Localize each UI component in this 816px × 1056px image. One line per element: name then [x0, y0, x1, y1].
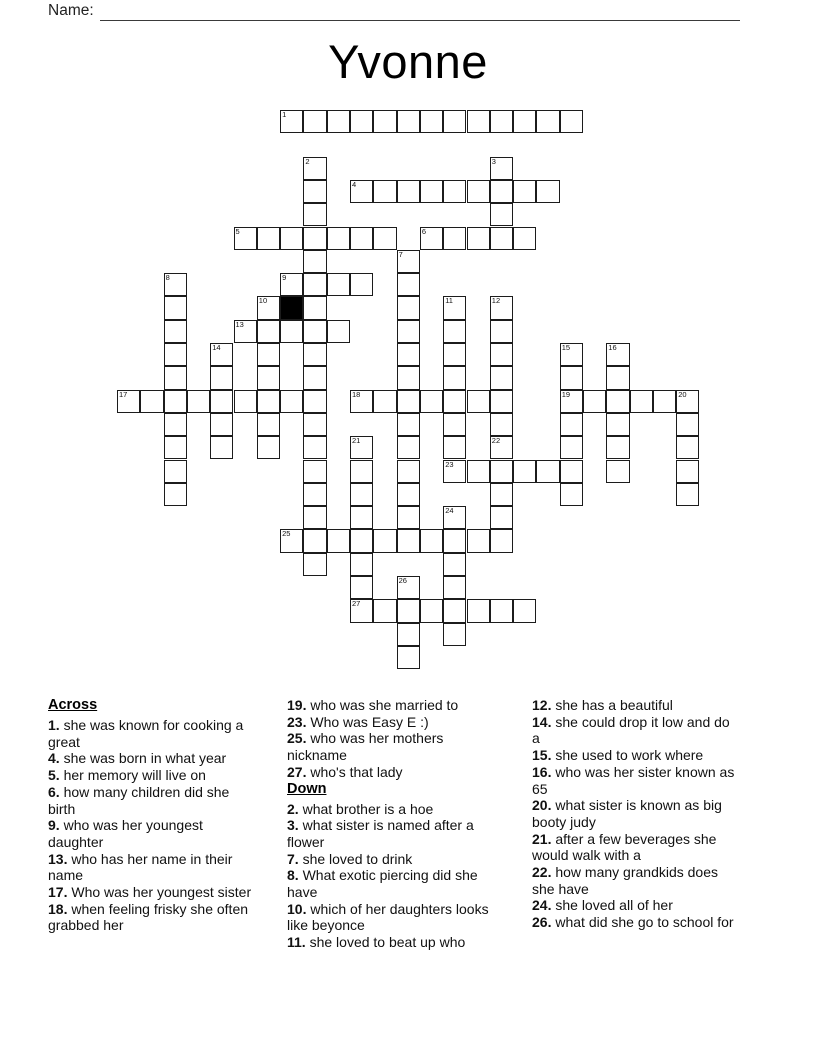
clue-number: 24.	[532, 897, 556, 914]
grid-cell[interactable]	[350, 273, 373, 296]
grid-cell[interactable]	[373, 180, 396, 203]
grid-cell[interactable]	[606, 343, 629, 366]
grid-cell[interactable]	[397, 599, 420, 622]
grid-cell[interactable]	[443, 576, 466, 599]
grid-cell[interactable]	[210, 390, 233, 413]
grid-cell[interactable]	[187, 390, 210, 413]
grid-cell[interactable]	[443, 390, 466, 413]
cell-number: 16	[608, 343, 617, 352]
grid-cell[interactable]	[513, 180, 536, 203]
grid-cell[interactable]	[583, 390, 606, 413]
grid-cell[interactable]	[303, 483, 326, 506]
grid-cell[interactable]	[257, 320, 280, 343]
cell-number: 11	[445, 296, 453, 306]
clue-item: 23. Who was Easy E :)	[287, 713, 429, 730]
clue-number: 22.	[532, 864, 556, 881]
grid-cell[interactable]	[397, 296, 420, 319]
grid-cell[interactable]	[303, 366, 326, 389]
grid-cell[interactable]	[327, 529, 350, 552]
grid-cell[interactable]	[164, 296, 187, 319]
grid-cell[interactable]	[560, 436, 583, 459]
grid-cell[interactable]	[490, 506, 513, 529]
grid-cell[interactable]	[373, 227, 396, 250]
clue-item: 24. she loved all of her	[532, 897, 673, 914]
clue-number: 2.	[287, 800, 303, 817]
grid-cell[interactable]	[350, 576, 373, 599]
grid-cell[interactable]	[443, 296, 466, 319]
grid-cell[interactable]	[653, 390, 676, 413]
grid-cell[interactable]	[397, 180, 420, 203]
cell-number: 2	[305, 156, 310, 166]
clue-number: 19.	[287, 697, 311, 713]
grid-cell[interactable]	[397, 529, 420, 552]
grid-cell[interactable]	[536, 180, 559, 203]
grid-cell[interactable]	[257, 343, 280, 366]
clue-item: 25. who was her mothers nickname	[287, 730, 444, 764]
grid-cell[interactable]	[560, 343, 583, 366]
grid-cell[interactable]	[443, 436, 466, 459]
grid-cell[interactable]	[373, 110, 396, 133]
clue-item: 26. what did she go to school for	[532, 914, 734, 931]
grid-cell[interactable]	[490, 157, 513, 180]
clue-item: 22. how many grandkids does she have	[532, 864, 719, 897]
grid-cell[interactable]	[676, 460, 699, 483]
grid-cell[interactable]	[280, 273, 303, 296]
clue-item: 9. who was her youngest daughter	[48, 817, 203, 850]
grid-cell[interactable]	[560, 366, 583, 389]
clue-item: 5. her memory will live on	[48, 767, 206, 784]
clue-number: 11.	[287, 934, 310, 951]
grid-cell[interactable]	[350, 180, 373, 203]
clue-item: 2. what brother is a hoe	[287, 800, 434, 817]
grid-cell[interactable]	[443, 366, 466, 389]
clue-number: 9.	[48, 817, 64, 834]
grid-cell[interactable]	[490, 436, 513, 459]
clue-item: 12. she has a beautiful	[532, 697, 673, 713]
grid-cell[interactable]	[350, 110, 373, 133]
grid-cell[interactable]	[234, 227, 257, 250]
grid-cell[interactable]	[397, 483, 420, 506]
cell-number: 9	[282, 273, 287, 283]
grid-cell[interactable]	[443, 623, 466, 646]
clue-number: 7.	[287, 850, 303, 867]
grid-cell[interactable]	[117, 390, 140, 413]
grid-cell[interactable]	[373, 599, 396, 622]
grid-cell[interactable]	[327, 273, 350, 296]
clue-number: 15.	[532, 747, 556, 764]
grid-cell[interactable]	[397, 250, 420, 273]
grid-cell[interactable]	[490, 110, 513, 133]
clue-column-1	[48, 697, 253, 934]
grid-cell[interactable]	[467, 390, 490, 413]
clue-number: 6.	[48, 783, 64, 800]
cell-number: 18	[352, 389, 361, 399]
grid-cell[interactable]	[303, 460, 326, 483]
clue-item: 4. she was born in what year	[48, 750, 227, 767]
grid-cell[interactable]	[164, 460, 187, 483]
grid-cell[interactable]	[350, 529, 373, 552]
clue-number: 4.	[48, 750, 64, 767]
grid-cell[interactable]	[560, 460, 583, 483]
clue-item: 6. how many children did she birth	[48, 783, 230, 817]
grid-cell[interactable]	[397, 110, 420, 133]
grid-cell[interactable]	[164, 436, 187, 459]
clue-item: 11. she loved to beat up who	[287, 934, 466, 951]
grid-cell[interactable]	[210, 436, 233, 459]
clue-number: 18.	[48, 900, 72, 917]
cell-number: 8	[165, 273, 170, 283]
grid-cell[interactable]	[303, 273, 326, 296]
clue-number: 26.	[532, 914, 556, 931]
clue-item: 27. who's that lady	[287, 763, 403, 780]
grid-cell[interactable]	[140, 390, 163, 413]
grid-cell[interactable]	[490, 320, 513, 343]
grid-cell[interactable]	[490, 413, 513, 436]
grid-cell[interactable]	[397, 436, 420, 459]
cell-number: 12	[491, 296, 501, 306]
grid-cell[interactable]	[350, 227, 373, 250]
grid-cell[interactable]	[303, 203, 326, 226]
grid-cell[interactable]	[490, 180, 513, 203]
clue-item: 8. What exotic piercing did she have	[287, 867, 478, 901]
grid-cell[interactable]	[164, 390, 187, 413]
clue-number: 20.	[532, 797, 556, 814]
cell-number: 13	[235, 319, 244, 329]
clue-number: 25.	[287, 730, 311, 747]
grid-cell[interactable]	[630, 390, 653, 413]
cell-number: 10	[258, 296, 268, 306]
grid-cell[interactable]	[257, 227, 280, 250]
grid-cell[interactable]	[397, 390, 420, 413]
grid-cell[interactable]	[373, 529, 396, 552]
grid-cell[interactable]	[350, 390, 373, 413]
grid-cell[interactable]	[606, 366, 629, 389]
grid-cell[interactable]	[350, 483, 373, 506]
grid-cell[interactable]	[420, 390, 443, 413]
clue-item: 17. Who was her youngest sister	[48, 884, 252, 901]
clue-number: 23.	[287, 713, 311, 730]
grid-cell[interactable]	[443, 460, 466, 483]
clue-column-2	[287, 697, 495, 951]
grid-cell[interactable]	[210, 366, 233, 389]
grid-cell[interactable]	[443, 413, 466, 436]
grid-cell[interactable]	[350, 599, 373, 622]
cell-number: 17	[119, 389, 128, 399]
clue-number: 3.	[287, 817, 303, 834]
grid-cell[interactable]	[397, 413, 420, 436]
grid-cell[interactable]	[490, 203, 513, 226]
grid-cell[interactable]	[164, 343, 187, 366]
clue-item: 13. who has her name in their name	[48, 850, 233, 884]
clue-item: 19. who was she married to	[287, 697, 459, 713]
clue-item: 18. when feeling frisky she often grabbed her	[48, 900, 249, 934]
grid-cell[interactable]	[164, 413, 187, 436]
clue-number: 12.	[532, 697, 556, 713]
grid-cell[interactable]	[397, 366, 420, 389]
grid-cell[interactable]	[164, 273, 187, 296]
grid-cell[interactable]	[303, 343, 326, 366]
grid-cell[interactable]	[490, 366, 513, 389]
grid-cell[interactable]	[676, 413, 699, 436]
grid-cell[interactable]	[327, 320, 350, 343]
cell-number: 27	[352, 599, 361, 609]
grid-cell[interactable]	[560, 390, 583, 413]
clue-number: 21.	[532, 830, 556, 847]
grid-cell[interactable]	[303, 110, 326, 133]
grid-cell[interactable]	[513, 227, 536, 250]
grid-cell[interactable]	[210, 343, 233, 366]
grid-cell[interactable]	[303, 529, 326, 552]
grid-cell[interactable]	[560, 483, 583, 506]
grid-cell[interactable]	[210, 413, 233, 436]
cell-number: 20	[678, 389, 687, 399]
cell-number: 1	[282, 110, 287, 119]
grid-cell[interactable]	[280, 529, 303, 552]
cell-number: 23	[445, 459, 454, 469]
grid-cell[interactable]	[303, 180, 326, 203]
grid-cell[interactable]	[373, 390, 396, 413]
grid-cell[interactable]	[560, 110, 583, 133]
grid-cell[interactable]	[420, 180, 443, 203]
clue-number: 1.	[48, 717, 64, 733]
grid-cell[interactable]	[467, 180, 490, 203]
grid-cell[interactable]	[606, 390, 629, 413]
grid-cell[interactable]	[467, 227, 490, 250]
grid-cell[interactable]	[303, 413, 326, 436]
grid-cell[interactable]	[513, 460, 536, 483]
clue-item: 21. after a few beverages she would walk with a	[532, 830, 717, 864]
grid-cell[interactable]	[303, 436, 326, 459]
grid-cell[interactable]	[303, 227, 326, 250]
grid-cell[interactable]	[513, 599, 536, 622]
grid-cell[interactable]	[420, 599, 443, 622]
puzzle-title: Yvonne	[328, 35, 488, 88]
clue-item: 14. she could drop it low and do a	[532, 713, 730, 747]
clue-item: 20. what sister is known as big booty judy	[532, 797, 722, 830]
grid-cell[interactable]	[280, 110, 303, 133]
grid-cell[interactable]	[397, 623, 420, 646]
grid-cell[interactable]	[443, 529, 466, 552]
grid-cell[interactable]	[467, 599, 490, 622]
grid-cell[interactable]	[280, 227, 303, 250]
grid-cell[interactable]	[420, 227, 443, 250]
cell-number: 26	[398, 576, 407, 585]
clue-number: 14.	[532, 713, 556, 730]
grid-cell[interactable]	[443, 343, 466, 366]
grid-cell[interactable]	[443, 227, 466, 250]
grid-cell[interactable]	[490, 390, 513, 413]
grid-cell[interactable]	[303, 157, 326, 180]
clue-number: 8.	[287, 867, 303, 884]
grid-cell[interactable]	[303, 506, 326, 529]
clue-item: 15. she used to work where	[532, 747, 704, 764]
grid-cell[interactable]	[560, 413, 583, 436]
grid-cell[interactable]	[536, 460, 559, 483]
blocked-cell	[280, 296, 303, 319]
grid-cell[interactable]	[420, 529, 443, 552]
clue-item: 7. she loved to drink	[287, 850, 413, 867]
grid-cell[interactable]	[676, 483, 699, 506]
grid-cell[interactable]	[257, 366, 280, 389]
grid-cell[interactable]	[164, 320, 187, 343]
grid-cell[interactable]	[397, 646, 420, 669]
cell-number: 25	[282, 529, 291, 539]
cell-number: 22	[491, 436, 501, 446]
grid-cell[interactable]	[443, 180, 466, 203]
grid-cell[interactable]	[257, 390, 280, 413]
grid-cell[interactable]	[303, 250, 326, 273]
grid-cell[interactable]	[350, 460, 373, 483]
grid-cell[interactable]	[443, 506, 466, 529]
grid-cell[interactable]	[257, 413, 280, 436]
clue-item: 3. what sister is named after a flower	[287, 817, 474, 850]
grid-cell[interactable]	[350, 506, 373, 529]
grid-cell[interactable]	[397, 273, 420, 296]
grid-cell[interactable]	[443, 110, 466, 133]
grid-cell[interactable]	[467, 110, 490, 133]
grid-cell[interactable]	[397, 576, 420, 599]
cell-number: 7	[398, 249, 403, 259]
grid-cell[interactable]	[350, 436, 373, 459]
clue-number: 17.	[48, 884, 72, 901]
name-row	[48, 2, 768, 24]
grid-cell[interactable]	[350, 553, 373, 576]
grid-cell[interactable]	[490, 343, 513, 366]
clue-column-3	[532, 697, 740, 931]
grid-cell[interactable]	[303, 390, 326, 413]
grid-cell[interactable]	[164, 483, 187, 506]
cell-number: 14	[212, 343, 221, 352]
grid-cell[interactable]	[327, 110, 350, 133]
grid-cell[interactable]	[676, 390, 699, 413]
grid-cell[interactable]	[443, 553, 466, 576]
grid-cell[interactable]	[490, 296, 513, 319]
clue-number: 27.	[287, 763, 311, 780]
grid-cell[interactable]	[443, 320, 466, 343]
grid-cell[interactable]	[606, 436, 629, 459]
cell-number: 6	[421, 226, 427, 236]
grid-cell[interactable]	[606, 413, 629, 436]
grid-cell[interactable]	[234, 320, 257, 343]
cell-number: 15	[561, 343, 571, 352]
grid-cell[interactable]	[490, 483, 513, 506]
grid-cell[interactable]	[397, 460, 420, 483]
clue-number: 13.	[48, 850, 72, 867]
grid-cell[interactable]	[327, 227, 350, 250]
name-input-line[interactable]	[100, 2, 740, 21]
grid-cell[interactable]	[490, 460, 513, 483]
name-label: Name:	[48, 2, 94, 19]
grid-cell[interactable]	[397, 320, 420, 343]
cell-number: 19	[561, 389, 571, 399]
grid-cell[interactable]	[490, 599, 513, 622]
crossword-grid	[117, 110, 700, 670]
grid-cell[interactable]	[280, 390, 303, 413]
grid-cell[interactable]	[303, 553, 326, 576]
clue-item: 1. she was known for cooking a great	[48, 717, 244, 750]
grid-cell[interactable]	[420, 110, 443, 133]
cell-number: 24	[445, 506, 454, 516]
clue-number: 16.	[532, 763, 556, 780]
grid-cell[interactable]	[467, 460, 490, 483]
grid-cell[interactable]	[513, 110, 536, 133]
grid-cell[interactable]	[606, 460, 629, 483]
clue-number: 5.	[48, 767, 64, 784]
grid-cell[interactable]	[303, 296, 326, 319]
grid-cell[interactable]	[257, 436, 280, 459]
grid-cell[interactable]	[257, 296, 280, 319]
grid-cell[interactable]	[676, 436, 699, 459]
clue-item: 16. who was her sister known as 65	[532, 763, 735, 797]
grid-cell[interactable]	[467, 529, 490, 552]
grid-cell[interactable]	[303, 320, 326, 343]
cell-number: 21	[352, 436, 361, 446]
grid-cell[interactable]	[234, 390, 257, 413]
clue-heading-across: Across	[48, 697, 98, 713]
grid-cell[interactable]	[164, 366, 187, 389]
clue-number: 10.	[287, 900, 311, 917]
grid-cell[interactable]	[536, 110, 559, 133]
grid-cell[interactable]	[490, 227, 513, 250]
grid-cell[interactable]	[490, 529, 513, 552]
grid-cell[interactable]	[397, 343, 420, 366]
grid-cell[interactable]	[397, 506, 420, 529]
cell-number: 4	[352, 179, 357, 189]
grid-cell[interactable]	[280, 320, 303, 343]
cell-number: 3	[491, 156, 496, 166]
clue-item: 10. which of her daughters looks like beyonce	[287, 900, 489, 934]
clue-heading-down: Down	[287, 780, 327, 797]
cell-number: 5	[235, 226, 240, 236]
grid-cell[interactable]	[443, 599, 466, 622]
